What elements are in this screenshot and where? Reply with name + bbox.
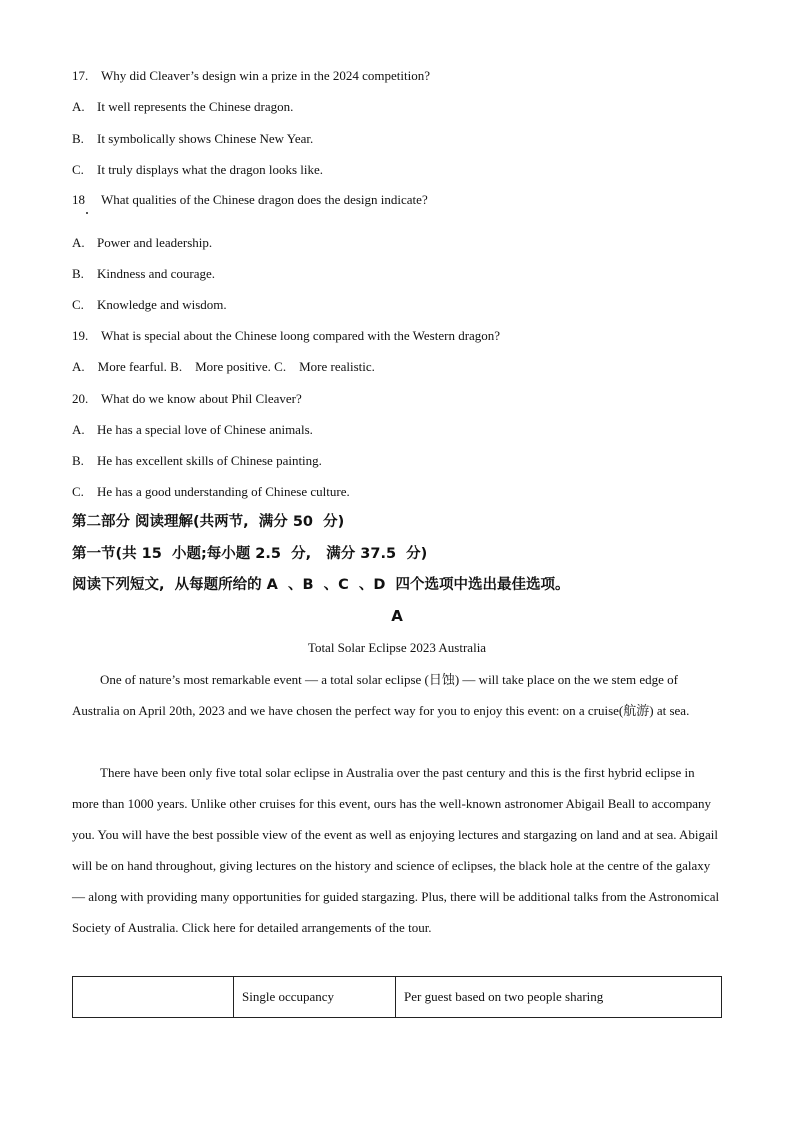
passage-paragraph-1: One of nature’s most remarkable event — a total solar eclipse (日蚀) — will take place on the we stem edge of Australia on April 20th, 2023 and we have chosen the perfect way for you to enjoy this event: on a cruise(航游) at sea. <box>72 672 690 718</box>
question-18 <box>72 192 428 208</box>
table-header-cell: Per guest based on two people sharing <box>396 977 722 1018</box>
question-19 <box>72 328 500 344</box>
question-17 <box>72 68 430 84</box>
question-number: 18 <box>72 192 85 207</box>
table-header-row <box>73 977 722 1018</box>
stray-dot <box>86 212 88 214</box>
question-number: 19. <box>72 328 89 343</box>
question-text: What is special about the Chinese loong compared with the Western dragon? <box>101 328 501 343</box>
sub-heading: 第一节(共 15 小题;每小题 2.5 分, 满分 37.5 分) <box>72 546 428 562</box>
question-20 <box>72 391 302 407</box>
passage-label: A <box>391 607 403 625</box>
passage-paragraph-2: There have been only five total solar eclipse in Australia over the past century and this is the first hybrid eclipse in more than 1000 years. Unlike other cruises for this event, ours has the well-known astronomer Abigail Beall to accompany you. You will have the best possible view of the event as well as enjoying lectures and stargazing on land and at sea. Abigail will be on hand throughout, giving lectures on the history and science of eclipses, the black hole at the centre of the galaxy — along with providing many opportunities for guided stargazing. Plus, there will be additional talks from the Astronomical Society of Australia. Click here for detailed arrangements of the tour. <box>72 765 720 935</box>
question-text: What do we know about Phil Cleaver? <box>101 391 302 406</box>
question-text: Why did Cleaver’s design win a prize in the 2024 competition? <box>101 68 431 83</box>
option-17-a: A. It well represents the Chinese dragon. <box>72 99 294 114</box>
part-heading: 第二部分 阅读理解(共两节, 满分 50 分) <box>72 514 345 530</box>
table-header-cell <box>73 977 234 1018</box>
option-20-c: C. He has a good understanding of Chinese culture. <box>72 484 350 499</box>
table-header-cell: Single occupancy <box>234 977 396 1018</box>
price-table <box>72 976 722 1018</box>
question-text: What qualities of the Chinese dragon does the design indicate? <box>101 192 428 207</box>
instruction: 阅读下列短文, 从每题所给的 A 、B 、C 、D 四个选项中选出最佳选项。 <box>72 577 570 593</box>
options-19-inline: A. More fearful. B. More positive. C. More realistic. <box>72 359 375 374</box>
option-17-b: B. It symbolically shows Chinese New Year. <box>72 131 314 146</box>
question-number: 20. <box>72 391 89 406</box>
option-20-b: B. He has excellent skills of Chinese painting. <box>72 453 322 468</box>
option-17-c: C. It truly displays what the dragon looks like. <box>72 162 324 177</box>
option-20-a: A. He has a special love of Chinese animals. <box>72 422 313 437</box>
option-18-b: B. Kindness and courage. <box>72 266 216 281</box>
passage-title: Total Solar Eclipse 2023 Australia <box>307 640 487 655</box>
question-number: 17. <box>72 68 89 83</box>
option-18-a: A. Power and leadership. <box>72 235 213 250</box>
option-18-c: C. Knowledge and wisdom. <box>72 297 227 312</box>
